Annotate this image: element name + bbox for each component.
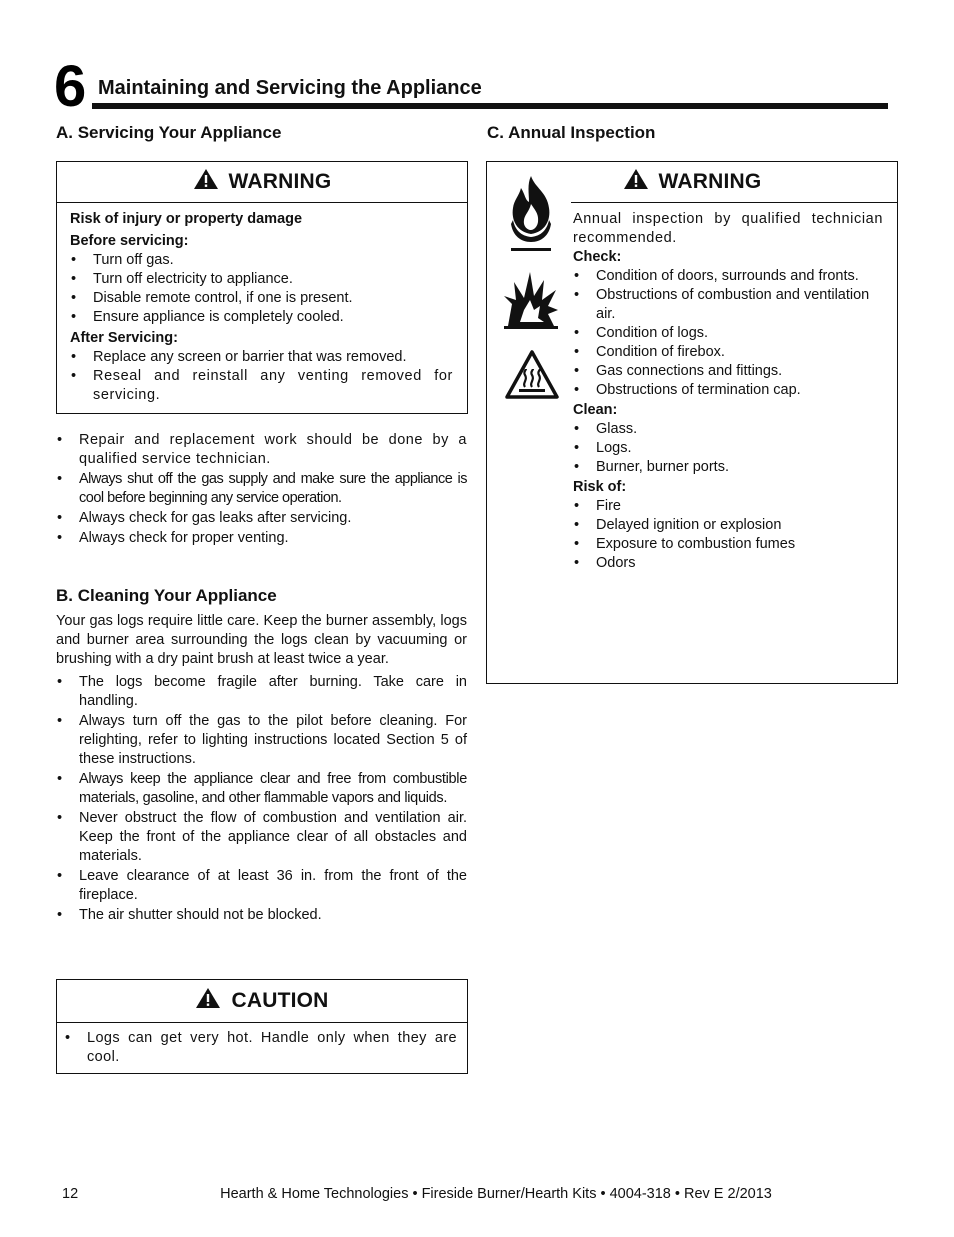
section-number: 6	[54, 54, 85, 119]
list-item: • Disable remote control, if one is present.	[70, 289, 453, 308]
list-item: • Never obstruct the flow of combustion and ventilation air. Keep the front of the appliance clear of all obstacles and materials.	[56, 809, 467, 866]
servicing-warning-body	[70, 210, 453, 405]
list-item: • Fire	[573, 497, 883, 516]
list-item: • Condition of firebox.	[573, 343, 883, 362]
risk-heading: Risk of:	[573, 479, 627, 495]
list-item: • Turn off gas.	[70, 251, 453, 270]
section-title: Maintaining and Servicing the Appliance	[98, 77, 482, 99]
servicing-list-block	[56, 431, 467, 549]
list-item: • Obstructions of combustion and ventilation air.	[573, 286, 883, 324]
list-item: • Burner, burner ports.	[573, 458, 883, 477]
list-item: • Reseal and reinstall any venting removed for servicing.	[70, 367, 453, 405]
hot-surface-icon	[504, 349, 560, 406]
list-item: • Leave clearance of at least 36 in. from the front of the fireplace.	[56, 867, 467, 905]
clean-heading: Clean:	[573, 402, 618, 418]
warning-label: WARNING	[658, 170, 762, 193]
list-item: • Turn off electricity to appliance.	[70, 270, 453, 289]
caution-body	[64, 1029, 457, 1067]
section-rule	[92, 103, 888, 109]
inspection-intro: Annual inspection by qualified technician recommended.	[573, 211, 883, 246]
list-item: • Odors	[573, 554, 883, 573]
after-list	[70, 348, 453, 405]
page-number: 12	[62, 1186, 79, 1202]
caution-box	[56, 979, 468, 1074]
list-item: • The air shutter should not be blocked.	[56, 906, 467, 925]
servicing-list	[56, 431, 467, 548]
list-item: • Always turn off the gas to the pilot before cleaning. For relighting, refer to lighting instructions located Section 5 of these instructions.	[56, 712, 467, 769]
cleaning-list	[56, 673, 467, 925]
cleaning-heading: B. Cleaning Your Appliance	[56, 586, 277, 605]
list-item: • Always shut off the gas supply and make sure the appliance is cool before beginning any service operation.	[56, 470, 467, 508]
caution-header	[57, 980, 467, 1023]
list-item: • Ensure appliance is completely cooled.	[70, 308, 453, 327]
list-item: • Always keep the appliance clear and free from combustible materials, gasoline, and other flammable vapors and liquids.	[56, 770, 467, 808]
list-item: • Replace any screen or barrier that was removed.	[70, 348, 453, 367]
risk-text: Risk of injury or property damage	[70, 211, 303, 227]
list-item: • Logs.	[573, 439, 883, 458]
list-item: • Always check for gas leaks after servicing.	[56, 509, 467, 528]
after-heading: After Servicing:	[70, 330, 178, 346]
list-item: • Always check for proper venting.	[56, 529, 467, 548]
before-list	[70, 251, 453, 327]
caution-label: CAUTION	[231, 989, 329, 1012]
list-item: • Logs can get very hot. Handle only when they are cool.	[64, 1029, 457, 1067]
clean-list	[573, 420, 883, 477]
cleaning-intro: Your gas logs require little care. Keep the burner assembly, logs and burner area surrounding the logs clean by vacuuming or brushing with a dry paint brush at least twice a year.	[56, 613, 467, 667]
inspection-warning-box	[486, 161, 898, 684]
list-item: • Condition of doors, surrounds and fronts.	[573, 267, 883, 286]
risk-list	[573, 497, 883, 573]
cleaning-block	[56, 612, 467, 926]
list-item: • Glass.	[573, 420, 883, 439]
explosion-hazard-icon	[502, 270, 560, 335]
before-heading: Before servicing:	[70, 233, 189, 249]
fire-hazard-icon	[505, 174, 557, 261]
check-list	[573, 267, 883, 400]
warning-triangle-icon	[193, 168, 219, 196]
warning-triangle-icon	[195, 987, 221, 1015]
list-item: • Obstructions of termination cap.	[573, 381, 883, 400]
servicing-heading: A. Servicing Your Appliance	[56, 123, 282, 142]
warning-triangle-icon	[623, 168, 649, 196]
list-item: • Gas connections and fittings.	[573, 362, 883, 381]
warning-label: WARNING	[228, 170, 332, 193]
caution-list	[64, 1029, 457, 1067]
check-heading: Check:	[573, 249, 622, 265]
list-item: • Delayed ignition or explosion	[573, 516, 883, 535]
warning-header	[57, 162, 467, 203]
footer-text: Hearth & Home Technologies • Fireside Burner/Hearth Kits • 4004-318 • Rev E 2/2013	[220, 1186, 772, 1202]
list-item: • The logs become fragile after burning. Take care in handling.	[56, 673, 467, 711]
list-item: • Exposure to combustion fumes	[573, 535, 883, 554]
servicing-warning-box	[56, 161, 468, 414]
inspection-heading: C. Annual Inspection	[487, 123, 656, 142]
list-item: • Repair and replacement work should be done by a qualified service technician.	[56, 431, 467, 469]
inspection-warning-body	[573, 210, 883, 573]
list-item: • Condition of logs.	[573, 324, 883, 343]
